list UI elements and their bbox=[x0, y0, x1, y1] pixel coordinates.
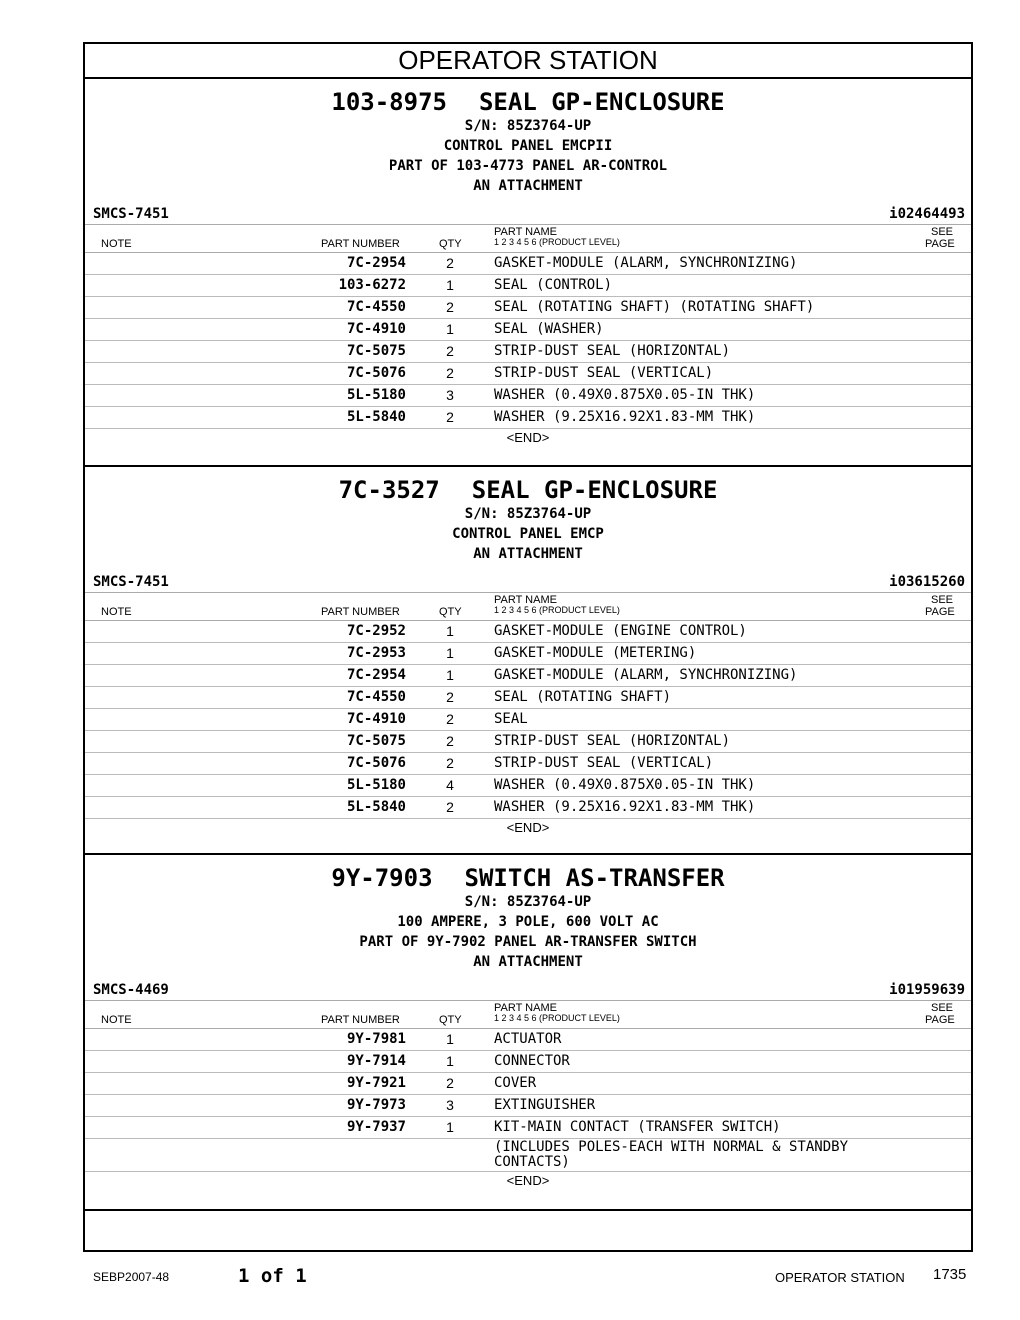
section-subtitle-line: AN ATTACHMENT bbox=[473, 178, 583, 194]
row-part-number: 7C-2954 bbox=[346, 255, 406, 271]
row-part-number: 9Y-7921 bbox=[346, 1075, 406, 1091]
table-row bbox=[85, 297, 971, 319]
row-part-name: WASHER (0.49X0.875X0.05-IN THK) bbox=[494, 777, 756, 793]
table-row bbox=[85, 797, 971, 819]
row-part-name: SEAL bbox=[494, 711, 528, 727]
row-qty: 1 bbox=[446, 1119, 454, 1135]
column-header-row bbox=[85, 1001, 971, 1029]
row-part-number: 9Y-7937 bbox=[346, 1119, 406, 1135]
row-part-name: GASKET-MODULE (ALARM, SYNCHRONIZING) bbox=[494, 667, 798, 683]
sections-container bbox=[85, 79, 971, 1211]
section-part-title: SEAL GP-ENCLOSURE bbox=[478, 88, 725, 116]
row-part-name: GASKET-MODULE (METERING) bbox=[494, 645, 697, 661]
row-part-name: KIT-MAIN CONTACT (TRANSFER SWITCH) bbox=[494, 1119, 781, 1135]
column-header-page: PAGE bbox=[925, 606, 955, 618]
row-part-number: 7C-2954 bbox=[346, 667, 406, 683]
table-row bbox=[85, 275, 971, 297]
row-qty: 2 bbox=[446, 1075, 454, 1091]
section-subtitle-line: PART OF 9Y-7902 PANEL AR-TRANSFER SWITCH bbox=[359, 934, 697, 950]
column-header-note: NOTE bbox=[101, 238, 132, 250]
row-qty: 2 bbox=[446, 799, 454, 815]
row-qty: 1 bbox=[446, 1053, 454, 1069]
column-header-part-name: PART NAME bbox=[494, 226, 557, 238]
row-part-number: 7C-5075 bbox=[346, 343, 406, 359]
row-part-number: 7C-5076 bbox=[346, 365, 406, 381]
row-part-number: 5L-5180 bbox=[346, 777, 406, 793]
table-row bbox=[85, 407, 971, 429]
table-row bbox=[85, 665, 971, 687]
row-qty: 1 bbox=[446, 321, 454, 337]
table-row bbox=[85, 643, 971, 665]
end-marker-text: <END> bbox=[506, 820, 550, 835]
section-subtitle-line: AN ATTACHMENT bbox=[473, 546, 583, 562]
row-part-name: STRIP-DUST SEAL (HORIZONTAL) bbox=[494, 733, 731, 749]
column-header-qty: QTY bbox=[439, 238, 462, 250]
section-part-number: 103-8975 bbox=[331, 88, 447, 116]
row-qty: 1 bbox=[446, 1031, 454, 1047]
section-part-title: SEAL GP-ENCLOSURE bbox=[471, 476, 718, 504]
row-qty: 1 bbox=[446, 277, 454, 293]
row-qty: 2 bbox=[446, 733, 454, 749]
row-part-name: STRIP-DUST SEAL (HORIZONTAL) bbox=[494, 343, 731, 359]
row-part-number: 7C-2953 bbox=[346, 645, 406, 661]
table-row bbox=[85, 319, 971, 341]
illustration-id: i01959639 bbox=[889, 982, 965, 998]
section-subtitle-line: CONTROL PANEL EMCP bbox=[452, 526, 604, 542]
table-row bbox=[85, 253, 971, 275]
section-part-number: 7C-3527 bbox=[338, 476, 440, 504]
parts-section bbox=[85, 79, 971, 467]
row-part-name: WASHER (9.25X16.92X1.83-MM THK) bbox=[494, 799, 756, 815]
row-qty: 3 bbox=[446, 1097, 454, 1113]
row-part-number: 9Y-7981 bbox=[346, 1031, 406, 1047]
row-qty: 2 bbox=[446, 343, 454, 359]
section-id-row bbox=[85, 573, 971, 593]
section-subtitle-line: S/N: 85Z3764-UP bbox=[464, 118, 592, 134]
row-part-number: 5L-5180 bbox=[346, 387, 406, 403]
column-header-part-number: PART NUMBER bbox=[321, 606, 400, 618]
footer-page-of: 1 of 1 bbox=[238, 1265, 307, 1287]
table-row bbox=[85, 753, 971, 775]
table-row bbox=[85, 731, 971, 753]
table-row bbox=[85, 1117, 971, 1139]
row-qty: 2 bbox=[446, 299, 454, 315]
section-id-row bbox=[85, 205, 971, 225]
section-subtitle-line: CONTROL PANEL EMCPII bbox=[443, 138, 613, 154]
row-part-name: SEAL (ROTATING SHAFT) bbox=[494, 689, 672, 705]
section-part-number: 9Y-7903 bbox=[331, 864, 433, 892]
row-qty: 1 bbox=[446, 667, 454, 683]
column-header-qty: QTY bbox=[439, 1014, 462, 1026]
footer-page-number: 1735 bbox=[933, 1266, 967, 1283]
section-title bbox=[85, 79, 971, 116]
table-row bbox=[85, 363, 971, 385]
column-header-part-number: PART NUMBER bbox=[321, 1014, 400, 1026]
row-qty: 4 bbox=[446, 777, 454, 793]
section-title bbox=[85, 467, 971, 504]
row-part-name: EXTINGUISHER bbox=[494, 1097, 596, 1113]
row-qty: 2 bbox=[446, 255, 454, 271]
row-qty: 2 bbox=[446, 755, 454, 771]
row-part-number: 103-6272 bbox=[338, 277, 406, 293]
section-end-marker bbox=[85, 819, 971, 837]
row-part-number: 7C-4910 bbox=[346, 321, 406, 337]
page-title: OPERATOR STATION bbox=[85, 44, 971, 79]
row-part-name: STRIP-DUST SEAL (VERTICAL) bbox=[494, 755, 714, 771]
row-part-name: GASKET-MODULE (ALARM, SYNCHRONIZING) bbox=[494, 255, 798, 271]
parts-section bbox=[85, 467, 971, 855]
row-qty: 2 bbox=[446, 711, 454, 727]
section-id-row bbox=[85, 981, 971, 1001]
row-part-name: ACTUATOR bbox=[494, 1031, 562, 1047]
row-part-number: 7C-4550 bbox=[346, 689, 406, 705]
table-row bbox=[85, 775, 971, 797]
column-header-product-level: 1 2 3 4 5 6 (PRODUCT LEVEL) bbox=[494, 237, 620, 247]
column-header-product-level: 1 2 3 4 5 6 (PRODUCT LEVEL) bbox=[494, 1013, 620, 1023]
section-subtitle-line: AN ATTACHMENT bbox=[473, 954, 583, 970]
row-part-name: SEAL (ROTATING SHAFT) (ROTATING SHAFT) bbox=[494, 299, 815, 315]
section-part-title: SWITCH AS-TRANSFER bbox=[464, 864, 725, 892]
column-header-note: NOTE bbox=[101, 1014, 132, 1026]
illustration-id: i03615260 bbox=[889, 574, 965, 590]
row-part-number: 5L-5840 bbox=[346, 799, 406, 815]
column-header-page: PAGE bbox=[925, 238, 955, 250]
table-row bbox=[85, 1029, 971, 1051]
column-header-part-number: PART NUMBER bbox=[321, 238, 400, 250]
footer-document-id: SEBP2007-48 bbox=[93, 1270, 170, 1284]
section-subtitle-line: 100 AMPERE, 3 POLE, 600 VOLT AC bbox=[397, 914, 659, 930]
section-subtitle-line: S/N: 85Z3764-UP bbox=[464, 894, 592, 910]
row-part-number: 7C-5075 bbox=[346, 733, 406, 749]
column-header-row bbox=[85, 225, 971, 253]
column-header-see: SEE bbox=[931, 1002, 954, 1014]
row-part-number: 7C-4910 bbox=[346, 711, 406, 727]
row-part-name: WASHER (9.25X16.92X1.83-MM THK) bbox=[494, 409, 756, 425]
section-end-marker bbox=[85, 1172, 971, 1190]
end-marker-text: <END> bbox=[506, 430, 550, 445]
table-row bbox=[85, 341, 971, 363]
smcs-code: SMCS-7451 bbox=[93, 574, 169, 590]
column-header-see: SEE bbox=[931, 594, 954, 606]
column-header-part-name: PART NAME bbox=[494, 1002, 557, 1014]
row-qty: 2 bbox=[446, 365, 454, 381]
row-part-name: COVER bbox=[494, 1075, 537, 1091]
column-header-page: PAGE bbox=[925, 1014, 955, 1026]
section-end-marker bbox=[85, 429, 971, 447]
parts-section bbox=[85, 855, 971, 1211]
column-header-product-level: 1 2 3 4 5 6 (PRODUCT LEVEL) bbox=[494, 605, 620, 615]
page-footer bbox=[0, 1262, 1020, 1292]
section-title bbox=[85, 855, 971, 892]
row-part-name: STRIP-DUST SEAL (VERTICAL) bbox=[494, 365, 714, 381]
row-qty: 1 bbox=[446, 623, 454, 639]
row-part-number: 7C-4550 bbox=[346, 299, 406, 315]
table-row bbox=[85, 687, 971, 709]
table-row bbox=[85, 385, 971, 407]
section-subtitle-line: PART OF 103-4773 PANEL AR-CONTROL bbox=[388, 158, 668, 174]
row-part-number: 5L-5840 bbox=[346, 409, 406, 425]
row-part-number: 7C-5076 bbox=[346, 755, 406, 771]
table-row bbox=[85, 1139, 971, 1172]
row-qty: 3 bbox=[446, 387, 454, 403]
row-part-name: SEAL (CONTROL) bbox=[494, 277, 613, 293]
illustration-id: i02464493 bbox=[889, 206, 965, 222]
smcs-code: SMCS-4469 bbox=[93, 982, 169, 998]
row-part-name: (INCLUDES POLES-EACH WITH NORMAL & STANDBY CONTACTS) bbox=[494, 1139, 849, 1170]
row-part-name: SEAL (WASHER) bbox=[494, 321, 604, 337]
column-header-row bbox=[85, 593, 971, 621]
table-row bbox=[85, 621, 971, 643]
end-marker-text: <END> bbox=[506, 1173, 550, 1188]
table-row bbox=[85, 1073, 971, 1095]
row-qty: 2 bbox=[446, 689, 454, 705]
column-header-see: SEE bbox=[931, 226, 954, 238]
row-part-number: 9Y-7914 bbox=[346, 1053, 406, 1069]
smcs-code: SMCS-7451 bbox=[93, 206, 169, 222]
row-part-name: GASKET-MODULE (ENGINE CONTROL) bbox=[494, 623, 747, 639]
section-subtitle-line: S/N: 85Z3764-UP bbox=[464, 506, 592, 522]
table-row bbox=[85, 1095, 971, 1117]
table-row bbox=[85, 709, 971, 731]
column-header-note: NOTE bbox=[101, 606, 132, 618]
row-part-number: 7C-2952 bbox=[346, 623, 406, 639]
parts-page-frame bbox=[83, 42, 973, 1252]
row-part-name: CONNECTOR bbox=[494, 1053, 570, 1069]
column-header-part-name: PART NAME bbox=[494, 594, 557, 606]
row-qty: 1 bbox=[446, 645, 454, 661]
row-part-name: WASHER (0.49X0.875X0.05-IN THK) bbox=[494, 387, 756, 403]
footer-section-name: OPERATOR STATION bbox=[775, 1270, 905, 1285]
row-qty: 2 bbox=[446, 409, 454, 425]
table-row bbox=[85, 1051, 971, 1073]
column-header-qty: QTY bbox=[439, 606, 462, 618]
row-part-number: 9Y-7973 bbox=[346, 1097, 406, 1113]
